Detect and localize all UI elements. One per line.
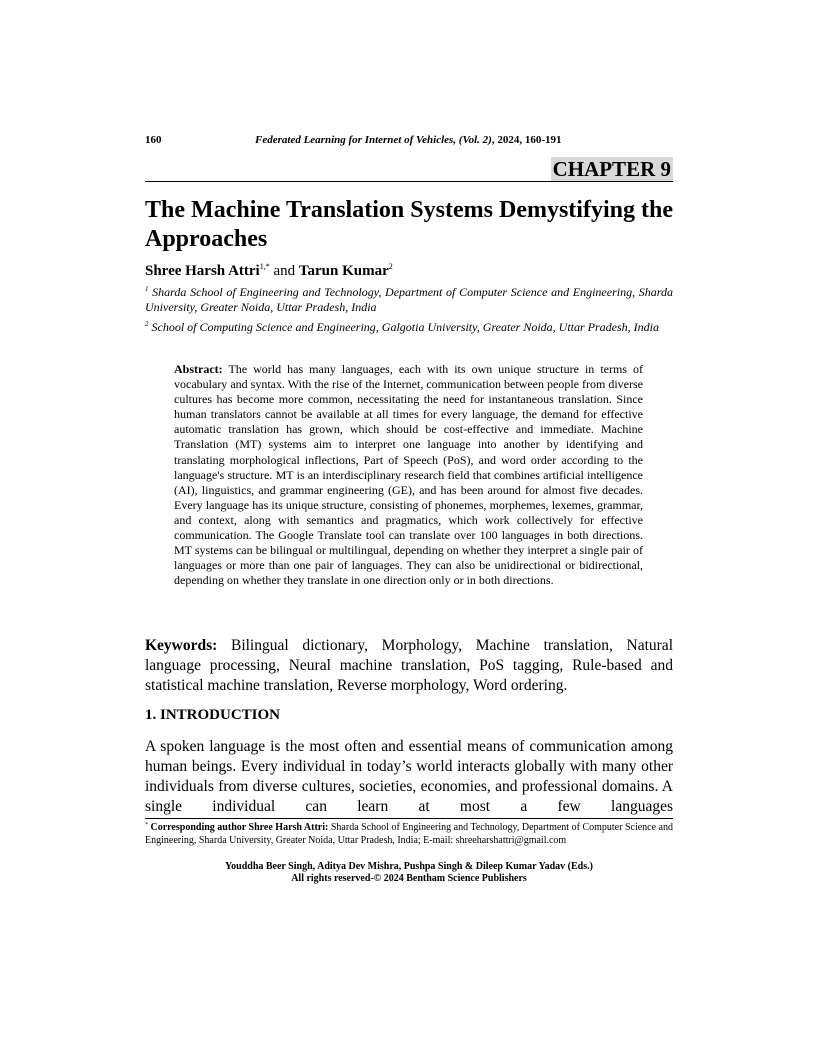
author-1-superscript: 1,*	[259, 262, 270, 271]
abstract	[174, 362, 643, 588]
affiliation-2	[145, 320, 673, 335]
author-2-name: Tarun Kumar	[298, 263, 389, 279]
chapter-divider	[145, 181, 673, 182]
copyright-line: All rights reserved-© 2024 Bentham Science Publishers	[291, 873, 527, 884]
keywords	[145, 636, 673, 696]
author-1-name: Shree Harsh Attri	[145, 263, 260, 279]
author-connector: and	[269, 263, 299, 279]
affiliation-2-marker: 2	[145, 320, 149, 328]
abstract-text: The world has many languages, each with its own unique structure in terms of vocabulary and syntax. With the rise of the Internet, communication between people from diverse cultures has become more common, necessitating the need for instantaneous translation. Since human translators cannot be available at all times for every language, the demand for effective automatic translation has grown, which should be cost-effective and immediate. Machine Translation (MT) systems aim to interpret one language into another by identifying and translating morphological inflections, Part of Speech (PoS), and word order according to the language's structure. MT is an interdisciplinary research field that combines artificial intelligence (AI), linguistics, and grammar engineering (GE), and has been around for almost five decades. Every language has its unique structure, consisting of phonemes, morphemes, lexemes, grammar, and context, along with semantics and pragmatics, which work collectively for effective communication. The Google Translate tool can translate over 100 languages in both directions. MT systems can be bilingual or multilingual, depending on whether they interpret a single pair of languages or more than one pair of languages. They can also be unidirectional or bidirectional, depending on whether they translate in one direction only or in both directions.	[174, 362, 643, 588]
footnote	[145, 821, 673, 847]
journal-citation	[255, 133, 561, 147]
chapter-label: CHAPTER 9	[552, 157, 671, 181]
abstract-label: Abstract:	[174, 362, 223, 376]
keywords-text: Bilingual dictionary, Morphology, Machine translation, Natural language processing, Neural machine translation, PoS tagging, Rule-based and statistical machine translation, Reverse morphology, Word ordering.	[145, 637, 673, 694]
section-heading: 1. INTRODUCTION	[145, 707, 281, 723]
author-2-superscript: 2	[388, 262, 393, 271]
footnote-label: Corresponding author Shree Harsh Attri:	[150, 822, 329, 833]
keywords-label: Keywords:	[145, 637, 218, 654]
journal-year-pages: , 2024, 160-191	[491, 134, 562, 146]
affiliation-1-marker: 1	[145, 285, 149, 293]
footnote-text: Sharda School of Engineering and Technology, Department of Computer Science and Engineering, Sharda University, Greater Noida, Uttar Pradesh, India; E-mail: shreeharshattri@gmail.com	[145, 822, 673, 846]
introduction-paragraph: A spoken language is the most often and essential means of communication among human beings. Every individual in today’s world interacts globally with many other individuals from diverse cultures, societies, economies, and professional domains. A single individual can learn at most a few languages	[145, 738, 673, 815]
page-number: 160	[145, 134, 162, 146]
journal-title: Federated Learning for Internet of Vehicles, (Vol. 2)	[255, 134, 492, 146]
affiliation-1-text: Sharda School of Engineering and Technology, Department of Computer Science and Engineering, Sharda University, Greater Noida, Uttar Pradesh, India	[145, 285, 673, 314]
affiliation-2-text: School of Computing Science and Engineering, Galgotia University, Greater Noida, Uttar Pradesh, India	[148, 320, 659, 334]
editors-block	[145, 861, 673, 885]
author-line	[145, 262, 673, 280]
editors-names: Youddha Beer Singh, Aditya Dev Mishra, Pushpa Singh & Dileep Kumar Yadav (Eds.)	[225, 861, 593, 872]
footnote-divider	[145, 818, 673, 819]
chapter-title: The Machine Translation Systems Demystifying the Approaches	[145, 197, 673, 252]
affiliation-1	[145, 285, 673, 315]
footnote-marker: *	[145, 822, 148, 828]
